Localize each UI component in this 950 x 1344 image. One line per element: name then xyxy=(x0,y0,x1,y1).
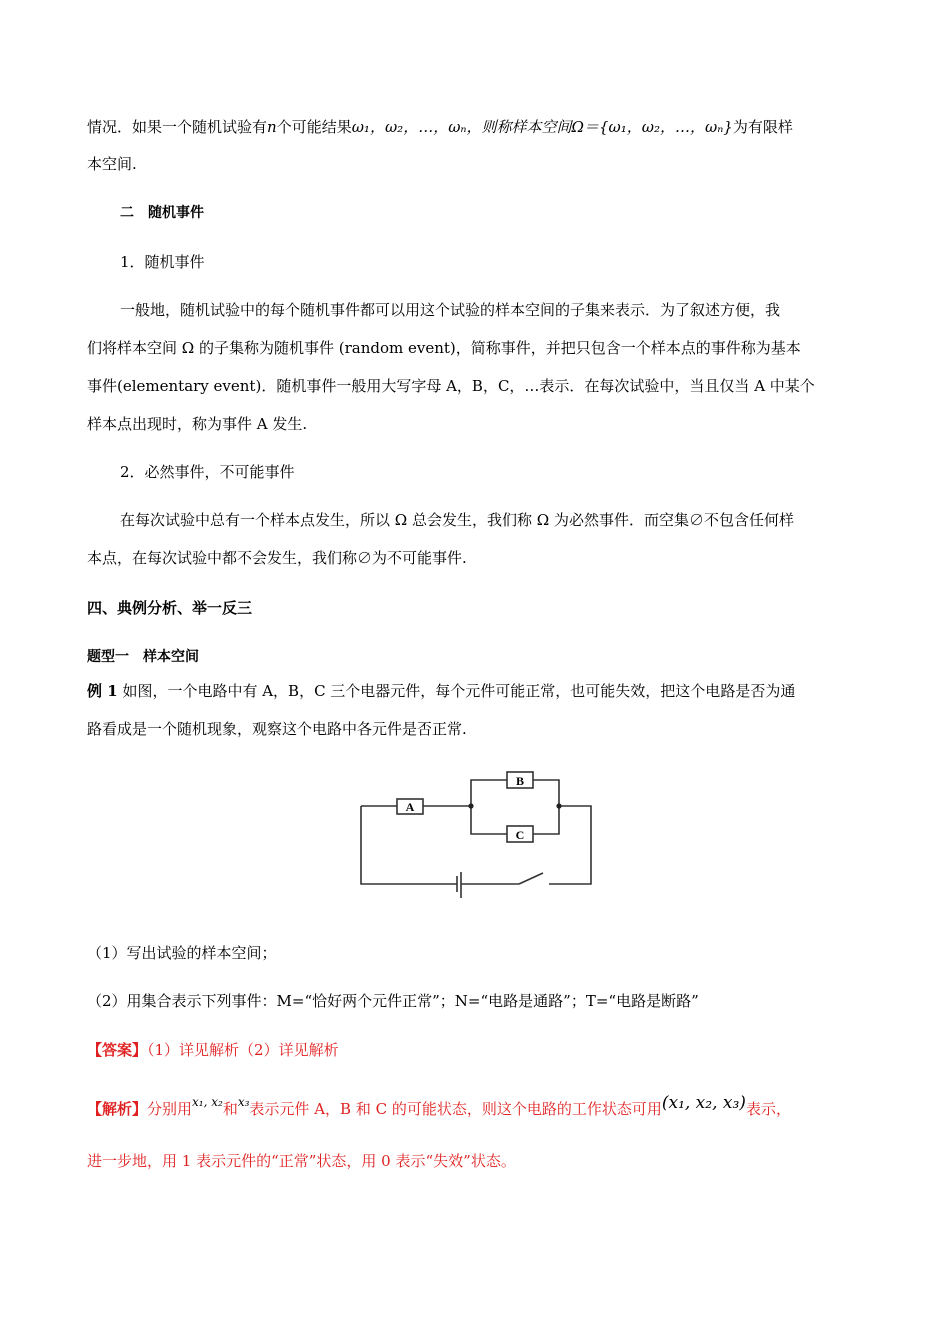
text: 情况．如果一个随机试验有 xyxy=(87,118,268,136)
example-label: 例 1 xyxy=(87,682,118,700)
wire xyxy=(533,806,559,834)
paragraph-line: 本空间. xyxy=(87,155,137,173)
question-line: （1）写出试验的样本空间； xyxy=(87,944,277,962)
wire xyxy=(471,780,507,806)
component-a-label: A xyxy=(405,800,415,814)
wire xyxy=(361,806,457,884)
math-x1-x2: x₁, x₂ xyxy=(192,1095,223,1109)
wire xyxy=(471,806,507,834)
paragraph-line: 一般地，随机试验中的每个随机事件都可以用这个试验的样本空间的子集来表示．为了叙述方便，我 xyxy=(120,301,781,319)
subheading: 2．必然事件，不可能事件 xyxy=(120,463,295,481)
section-heading: 四、典例分析、举一反三 xyxy=(87,599,253,617)
switch-lever xyxy=(519,873,543,884)
paragraph-line: 在每次试验中总有一个样本点发生，所以 Ω 总会发生，我们称 Ω 为必然事件．而空集∅不包含任何样 xyxy=(120,511,794,529)
math-state-tuple: (x₁, x₂, x₃) xyxy=(661,1093,746,1113)
circuit-diagram xyxy=(359,768,599,900)
paragraph-line: 路看成是一个随机现象，观察这个电路中各元件是否正常. xyxy=(87,720,467,738)
text: 个可能结果 xyxy=(276,118,352,136)
answer-label: 【答案】 xyxy=(87,1041,148,1059)
component-c-label: C xyxy=(515,828,525,842)
answer-text: （1）详见解析（2）详见解析 xyxy=(147,1041,339,1059)
analysis-line xyxy=(87,1093,791,1121)
text: 表示元件 A，B 和 C 的可能状态，则这个电路的工作状态可用 xyxy=(249,1100,662,1118)
junction-dot xyxy=(556,803,561,808)
paragraph-line: 事件(elementary event)．随机事件一般用大写字母 A，B，C，…表示．在每次试验中，当且仅当 A 中某个 xyxy=(87,377,815,395)
paragraph-line: 们将样本空间 Ω 的子集称为随机事件 (random event)，简称事件，并把只包含一个样本点的事件称为基本 xyxy=(87,339,801,357)
junction-dot xyxy=(468,803,473,808)
math-x3: x₃ xyxy=(237,1095,250,1109)
paragraph-line: 本点，在每次试验中都不会发生，我们称∅为不可能事件. xyxy=(87,549,467,567)
text: 分别用 xyxy=(147,1100,193,1118)
section-heading: 二 随机事件 xyxy=(120,205,204,221)
text: 为有限样 xyxy=(732,118,793,136)
wire xyxy=(533,780,559,806)
math-sample-space: Ω＝{ω₁，ω₂，…，ωₙ} xyxy=(571,118,733,136)
question-line: （2）用集合表示下列事件：M=“恰好两个元件正常”；N=“电路是通路”；T=“电路是断路” xyxy=(87,992,699,1010)
answer-line xyxy=(87,1039,339,1061)
subheading: 1．随机事件 xyxy=(120,253,205,271)
paragraph-line: 样本点出现时，称为事件 A 发生. xyxy=(87,415,308,433)
text: 表示， xyxy=(745,1100,791,1118)
math-outcomes: ω₁，ω₂，…，ωₙ，则称样本空间 xyxy=(351,118,572,136)
wire xyxy=(549,806,591,884)
text: 如图，一个电路中有 A，B，C 三个电器元件，每个元件可能正常，也可能失效，把这个电路是否为通 xyxy=(117,682,796,700)
analysis-line: 进一步地，用 1 表示元件的“正常”状态，用 0 表示“失效”状态。 xyxy=(87,1152,516,1170)
component-b-label: B xyxy=(515,774,525,788)
analysis-label: 【解析】 xyxy=(87,1100,148,1118)
text: 和 xyxy=(222,1100,238,1118)
example-line xyxy=(87,680,795,702)
math-n: n xyxy=(267,118,277,136)
question-type-heading: 题型一 样本空间 xyxy=(87,649,199,665)
paragraph-line xyxy=(87,116,793,138)
